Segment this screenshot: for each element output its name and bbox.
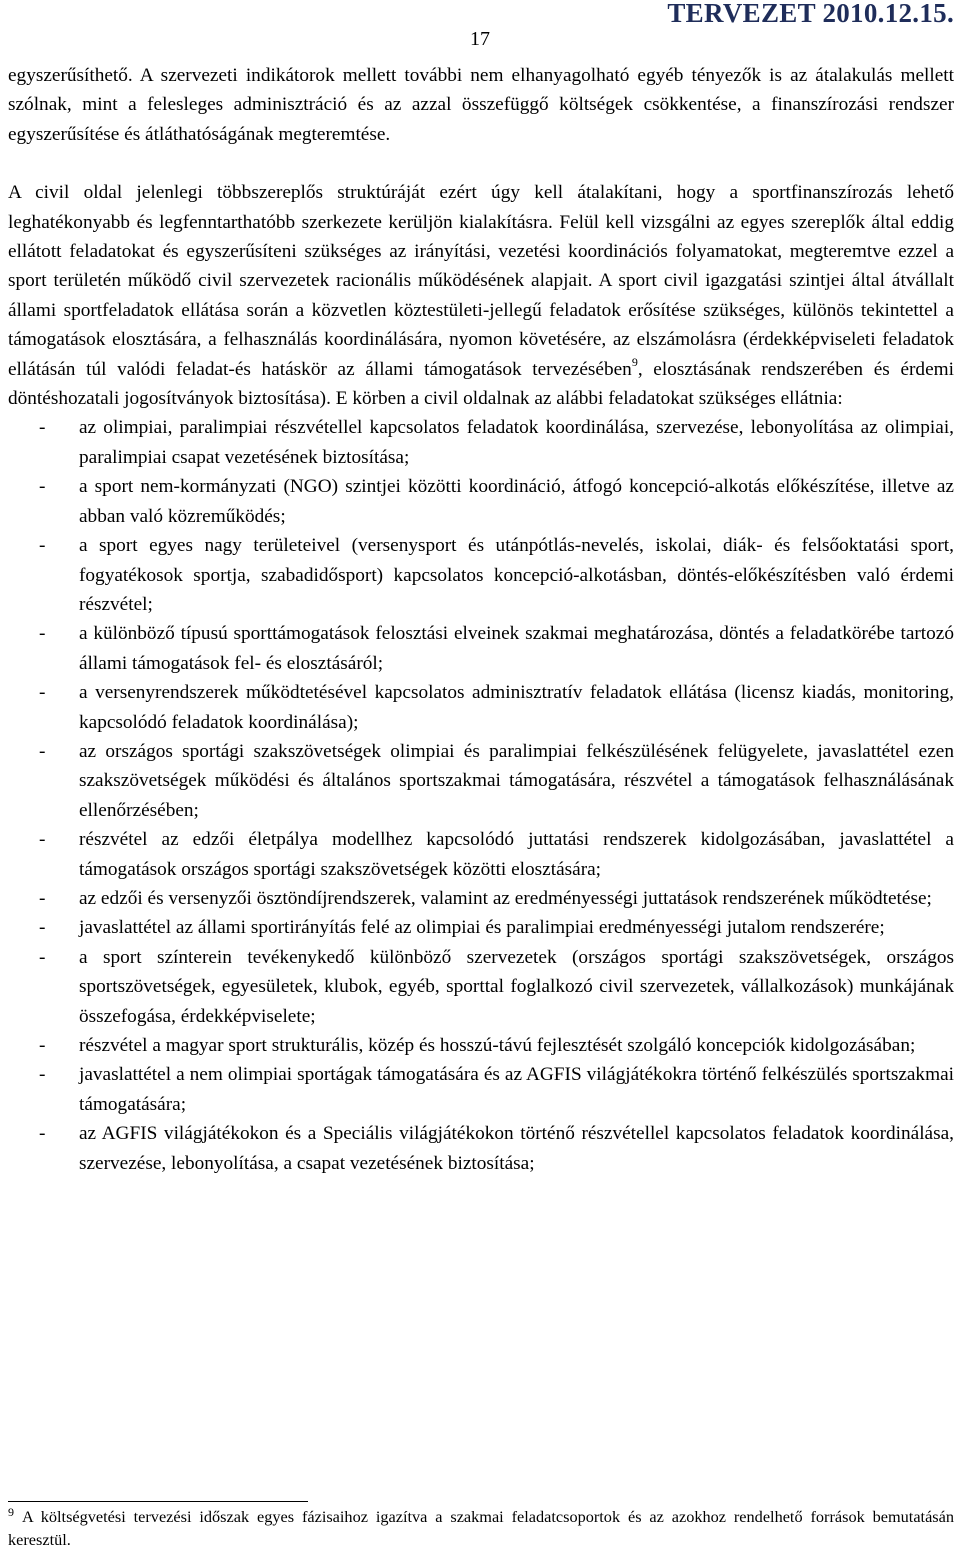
list-item-text: a versenyrendszerek működtetésével kapcsolatos adminisztratív feladatok ellátása (licensz kiadás, monitoring, kapcsolódó feladatok koordinálása);	[79, 682, 954, 733]
bullet-dash: -	[39, 535, 46, 557]
draft-stamp: TERVEZET 2010.12.15.	[667, 0, 954, 28]
bullet-dash: -	[39, 887, 46, 909]
page-number: 17	[470, 28, 490, 50]
list-item-text: a különböző típusú sporttámogatások felosztási elveinek szakmai meghatározása, döntés a feladatkörébe tartozó állami támogatások fel- és elosztásáról;	[79, 623, 954, 674]
bullet-dash: -	[39, 740, 46, 762]
list-item-text: javaslattétel a nem olimpiai sportágak támogatására és az AGFIS világjátékokra történő felkészülés sportszakmai támogatására;	[79, 1064, 954, 1115]
list-item	[8, 1060, 954, 1119]
list-item	[8, 884, 954, 913]
bullet-dash: -	[39, 417, 46, 439]
footnote	[8, 1506, 954, 1550]
paragraph-2-text-a: A civil oldal jelenlegi többszereplős struktúráját ezért úgy kell átalakítani, hogy a sportfinanszírozás lehető leghatékonyabb és legfenntarthatóbb szerkezete kerüljön kialakításra. Felül kell vizsgálni az egyes szereplők által eddig ellátott feladatokat és egyszerűsíteni szükséges az irányítási, vezetési koordinációs folyamatokat, megteremtve ezzel a sport területén működő civil szervezetek racionális működésének alapjait. A sport civil igazgatási szintjei által átvállalt állami sportfeladatok ellátása során a közvetlen köztestületi-jellegű feladatok erősítése szükséges, különös tekintettel a támogatások elosztására, a felhasználás koordinálására, nyomon követésére, az elszámolásra (érdekképviseleti feladatok ellátásán túl valódi feladat-és hatáskör az állami támogatások tervezésében	[8, 182, 954, 380]
bullet-dash: -	[39, 829, 46, 851]
list-item	[8, 472, 954, 531]
list-item	[8, 737, 954, 825]
list-item-text: részvétel a magyar sport strukturális, közép és hosszú-távú fejlesztését szolgáló koncepciók kidolgozásában;	[79, 1035, 916, 1056]
bullet-dash: -	[39, 682, 46, 704]
list-item	[8, 943, 954, 1031]
task-list	[8, 413, 954, 1178]
list-item	[8, 619, 954, 678]
list-item-text: a sport egyes nagy területeivel (versenysport és utánpótlás-nevelés, iskolai, diák- és felsőoktatási sport, fogyatékosok sportja, szabadidősport) kapcsolatos koncepció-alkotásban, döntés-előkészítésben való érdemi részvétel;	[79, 535, 954, 615]
bullet-dash: -	[39, 476, 46, 498]
list-item-text: részvétel az edzői életpálya modellhez kapcsolódó juttatási rendszerek kidolgozásában, javaslattétel a támogatások országos sportági szakszövetségek közötti elosztására;	[79, 829, 954, 880]
list-item	[8, 1031, 954, 1060]
paragraph-1: egyszerűsíthető. A szervezeti indikátorok mellett további nem elhanyagolható egyéb tényezők is az átalakulás mellett szólnak, mint a felesleges adminisztráció és az azzal összefüggő költségek csökkentése, a finanszírozási rendszer egyszerűsítése és átláthatóságának megteremtése.	[8, 65, 954, 145]
paragraph-2	[8, 178, 954, 413]
footnote-separator	[8, 1501, 308, 1502]
bullet-dash: -	[39, 623, 46, 645]
bullet-dash: -	[39, 1035, 46, 1056]
list-item-text: az olimpiai, paralimpiai részvétellel kapcsolatos feladatok koordinálása, szervezése, lebonyolítása az olimpiai, paralimpiai csapat vezetésének biztosítása;	[79, 417, 954, 468]
list-item-text: a sport nem-kormányzati (NGO) szintjei közötti koordináció, átfogó koncepció-alkotás előkészítése, illetve az abban való közreműködés;	[79, 476, 954, 527]
list-item-text: javaslattétel az állami sportirányítás felé az olimpiai és paralimpiai eredményességi jutalom rendszerére;	[79, 917, 885, 939]
list-item	[8, 825, 954, 884]
footnote-number: 9	[8, 1505, 14, 1519]
list-item	[8, 531, 954, 619]
bullet-dash: -	[39, 1123, 46, 1145]
list-item	[8, 678, 954, 737]
bullet-dash: -	[39, 946, 46, 968]
bullet-dash: -	[39, 917, 46, 939]
footnote-reference[interactable]: 9	[631, 355, 638, 370]
list-item-text: az országos sportági szakszövetségek olimpiai és paralimpiai felkészülésének felügyelete, javaslattétel ezen szakszövetségek működési és általános sportszakmai támogatására, részvétel a támogatások felhasználásának ellenőrzésében;	[79, 740, 954, 821]
list-item-text: a sport színterein tevékenykedő különböző szervezetek (országos sportági szakszövetségek, országos sportszövetségek, egyesületek, klubok, egyéb, sporttal foglalkozó civil szervezetek, vállalkozások) munkájának összefogása, érdekképviselete;	[79, 946, 954, 1027]
list-item-text: az AGFIS világjátékokon és a Speciális világjátékokon történő részvétellel kapcsolatos feladatok koordinálása, szervezése, lebonyolítása, a csapat vezetésének biztosítása;	[79, 1123, 954, 1174]
list-item-text: az edzői és versenyzői ösztöndíjrendszerek, valamint az eredményességi juttatások rendszerének működtetése;	[79, 887, 932, 909]
paragraph-2-text-b: , elosztásának rendszerében és érdemi döntéshozatali jogosítványok biztosítása). E körben a civil oldalnak az alábbi feladatokat szükséges ellátnia:	[8, 358, 954, 410]
bullet-dash: -	[39, 1064, 46, 1086]
list-item	[8, 1119, 954, 1178]
list-item	[8, 913, 954, 942]
document-body	[8, 61, 954, 1178]
footnote-text: A költségvetési tervezési időszak egyes fázisaihoz igazítva a szakmai feladatcsoportok és az azokhoz rendelhető források bemutatásán keresztül.	[8, 1507, 954, 1549]
list-item	[8, 413, 954, 472]
